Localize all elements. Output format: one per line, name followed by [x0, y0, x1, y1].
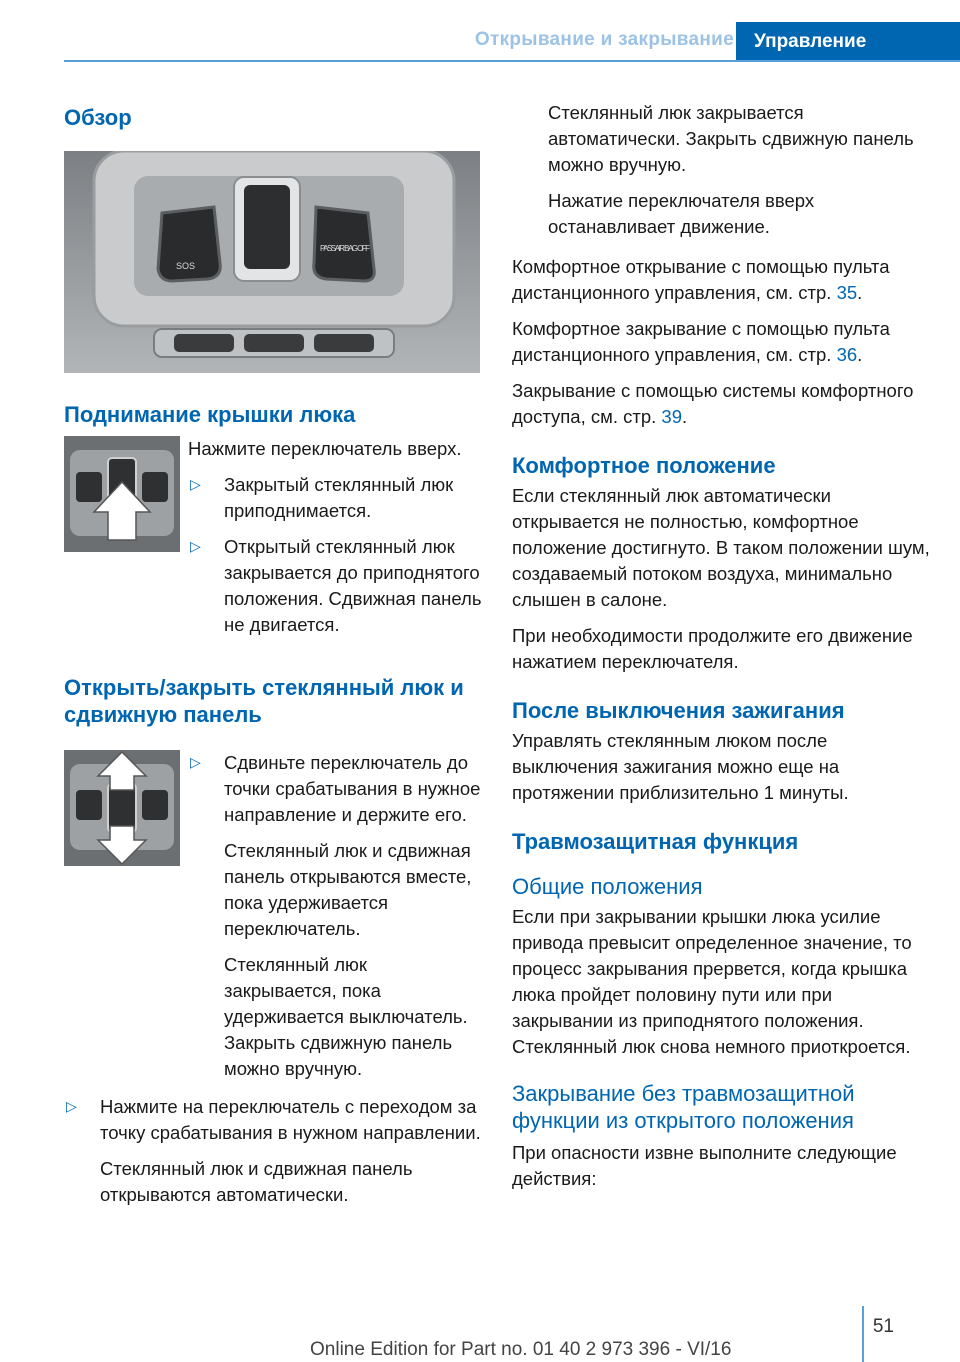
- comfort-position-text: Если стеклянный люк автоматически открывается не полностью, комфортное положение достигнуто. В таком положении шум, создаваемый потоком воздуха, минимально слышен в салоне.: [512, 485, 930, 610]
- open-bullet: ▷ Сдвиньте переключатель до точки срабатывания в нужное направление и держите его. Стеклянный люк и сдвижная панель открываются вместе, пока удерживается переключатель. Стеклянный люк закрывается, пока удерживается выключатель. Закрыть сдвижную панель можно вручную.: [190, 752, 481, 1079]
- lift-bullet: ▷ Открытый стеклянный люк закрывается до приподнятого положения. Сдвижная панель не двигается.: [190, 536, 482, 635]
- no-pinch-heading: Закрывание без травмозащитной функции из открытого положения: [512, 1081, 855, 1133]
- open-close-heading: Открыть/закрыть стеклянный люк и сдвижную панель: [64, 675, 464, 727]
- switch-up-illustration: [64, 436, 180, 552]
- page-number: 51: [872, 1316, 894, 1337]
- auto-close-text: Стеклянный люк закрывается автоматически. Закрыть сдвижную панель можно вручную.: [548, 102, 914, 175]
- comfort-close-text: Комфортное закрывание с помощью пульта дистанционного управления, см. стр. 36.: [512, 318, 890, 365]
- general-heading: Общие положения: [512, 874, 703, 899]
- bullet-triangle-icon: ▷: [190, 538, 201, 554]
- ignition-heading: После выключения зажигания: [512, 698, 845, 723]
- page-link-36[interactable]: 36: [836, 344, 858, 365]
- left-column: [64, 100, 482, 1208]
- page-link-39[interactable]: 39: [661, 406, 682, 427]
- comfort-position-heading: Комфортное положение: [512, 453, 776, 478]
- pinch-heading: Травмозащитная функция: [512, 829, 799, 854]
- sos-label: SOS: [176, 261, 196, 271]
- no-pinch-text: При опасности извне выполните следующие действия:: [512, 1142, 897, 1189]
- chapter-tab: Управление: [736, 22, 960, 62]
- edition-text: Online Edition for Part no. 01 40 2 973 396 - VI/16: [310, 1339, 732, 1360]
- right-column: [512, 100, 932, 1192]
- header-divider: [64, 60, 960, 62]
- comfort-open-text: Комфортное открывание с помощью пульта дистанционного управления, см. стр. 35.: [512, 256, 890, 303]
- footer-divider: [862, 1306, 864, 1362]
- bullet-triangle-icon: ▷: [66, 1098, 77, 1114]
- bullet-triangle-icon: ▷: [190, 754, 201, 770]
- lift-intro: Нажмите переключатель вверх.: [188, 438, 462, 459]
- comfort-access-text: Закрывание с помощью системы комфортного доступа, см. стр. 39.: [512, 380, 914, 427]
- open-bullet-auto: ▷ Нажмите на переключатель с переходом за точку срабатывания в нужном направлении. Стеклянный люк и сдвижная панель открываются автоматически.: [66, 1096, 481, 1205]
- overview-heading: Обзор: [64, 105, 132, 130]
- bullet-triangle-icon: ▷: [190, 476, 201, 492]
- page-header: [0, 22, 960, 62]
- overhead-console-photo: [64, 151, 480, 373]
- lift-heading: Поднимание крышки люка: [64, 402, 356, 427]
- section-title: Открывание и закрывание: [474, 29, 734, 50]
- stop-text: Нажатие переключателя вверх останавливает движение.: [548, 190, 815, 237]
- airbag-label: PASS AIR BAG OFF: [320, 244, 370, 253]
- lift-bullet: ▷ Закрытый стеклянный люк приподнимается.: [190, 474, 454, 521]
- general-text: Если при закрывании крышки люка усилие привода превысит определенное значение, то процесс закрывания прервется, когда крышка люка пройдет половину пути или при закрывании из приподнятого положения. Стеклянный люк снова немного приоткроется.: [512, 906, 912, 1057]
- ignition-text: Управлять стеклянным люком после выключения зажигания можно еще на протяжении приблизительно 1 минуты.: [512, 730, 849, 803]
- switch-slide-illustration: [64, 750, 180, 866]
- comfort-position-text-2: При необходимости продолжите его движение нажатием переключателя.: [512, 625, 913, 672]
- page-link-35[interactable]: 35: [836, 282, 858, 303]
